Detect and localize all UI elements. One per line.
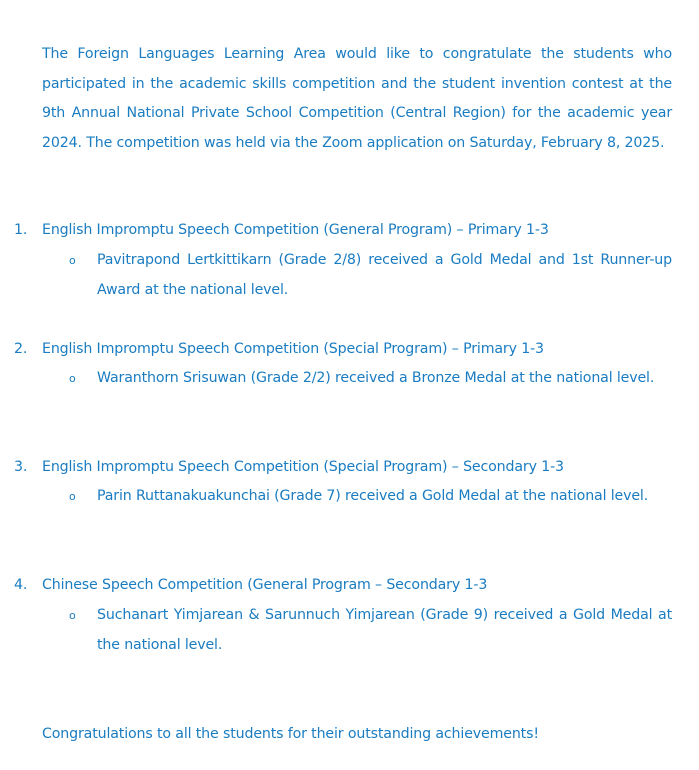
- list-subitem-4: [69, 601, 672, 660]
- bullet-icon: o: [69, 254, 76, 267]
- subitem-text: Pavitrapond Lertkittikarn (Grade 2/8) received a Gold Medal and 1st Runner-up Award at the national level.: [97, 252, 672, 298]
- item-number: 1.: [14, 222, 28, 238]
- list-subitem-2: [69, 364, 672, 394]
- subitem-text: Waranthorn Srisuwan (Grade 2/2) received a Bronze Medal at the national level.: [97, 370, 655, 386]
- bullet-icon: o: [69, 609, 76, 622]
- item-title: English Impromptu Speech Competition (Special Program) – Primary 1-3: [42, 341, 544, 357]
- bullet-icon: o: [69, 490, 76, 503]
- item-title: English Impromptu Speech Competition (Special Program) – Secondary 1-3: [42, 459, 564, 475]
- item-number: 3.: [14, 459, 28, 475]
- list-subitem-3: [69, 482, 672, 512]
- item-number: 4.: [14, 577, 28, 593]
- list-subitem-1: [69, 246, 672, 305]
- intro-paragraph: The Foreign Languages Learning Area would like to congratulate the students who participated in the academic skills competition and the student invention contest at the 9th Annual National Private School Competition (Central Region) for the academic year 2024. The competition was held via the Zoom application on Saturday, February 8, 2025.: [42, 46, 672, 151]
- closing-paragraph: Congratulations to all the students for their outstanding achievements!: [42, 726, 539, 742]
- subitem-text: Suchanart Yimjarean & Sarunnuch Yimjarean (Grade 9) received a Gold Medal at the national level.: [97, 607, 672, 653]
- item-number: 2.: [14, 341, 28, 357]
- item-title: English Impromptu Speech Competition (General Program) – Primary 1-3: [42, 222, 549, 238]
- subitem-text: Parin Ruttanakuakunchai (Grade 7) received a Gold Medal at the national level.: [97, 488, 649, 504]
- item-title: Chinese Speech Competition (General Program – Secondary 1-3: [42, 577, 488, 593]
- bullet-icon: o: [69, 372, 76, 385]
